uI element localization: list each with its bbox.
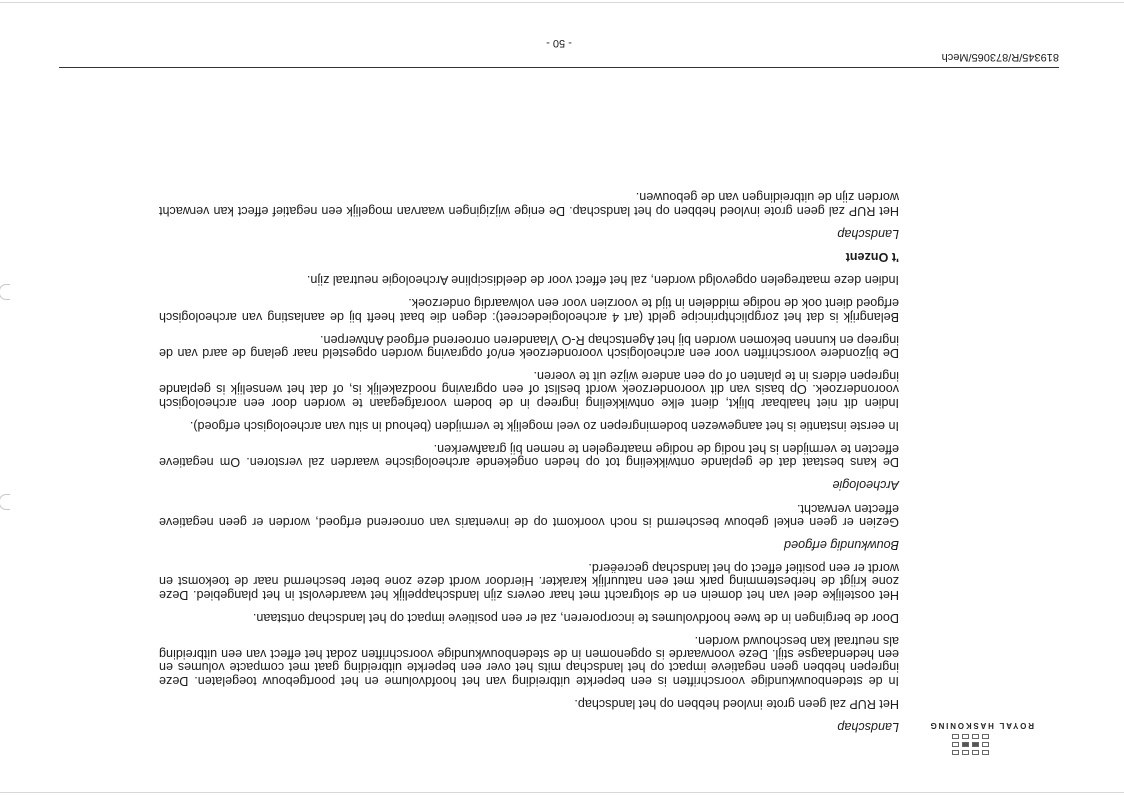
punch-hole-mark: [0, 494, 10, 510]
paragraph: De kans bestaat dat de geplande ontwikkeling tot op heden ongekende archeologische waarden zal verstoren. Om negatieve effecten te vermijden is het nodig de nodige maatregelen te nemen bij graafwerken.: [159, 441, 899, 470]
paragraph: Belangrijk is dat het zorgplichtprincipe geldt (art 4 archeologiedecreet): degen die baat heeft bij de aanlasting van archeologisch erfgoed dient ook de nodige middelen in tijd te voorzien voor een volwaardig onderzoek.: [159, 296, 899, 324]
paragraph: In de stedenbouwkundige voorschriften is een beperkte uitbreiding van het hoofdvolume en het poortgebouw toegelaten. Deze ingrepen hebben geen negatieve impact op het landschap mits het over een beperkte uitbreiding gaat met compacte volumes en een hedendaagse stijl. Deze voorwaarde is opgenomen in de stedenbouwkundige voorschriften zodat het effect van een uitbreiding als neutraal kan beschouwd worden.: [159, 633, 899, 688]
section-landschap-2: [159, 190, 899, 240]
paragraph: Indien deze maatregelen opgevolgd worden, zal het effect voor de deeldiscipline Archeologie neutraal zijn.: [306, 273, 899, 288]
paragraph: Het RUP zal geen grote invloed hebben op het landschap.: [574, 696, 899, 711]
page-footer: [59, 37, 1059, 68]
section-archeologie: [159, 273, 899, 491]
section-heading: Landschap: [837, 226, 899, 241]
punch-hole-mark: [0, 284, 10, 300]
paragraph: Door de bergingen in de twee hoofdvolumes te incorporeren, zal er een positieve impact op het landschap ontstaan.: [252, 610, 899, 625]
paragraph: De bijzondere voorschriften voor een archeologisch vooronderzoek en/of opgraving worden opgesteld naar gelang de aard van de ingreep en kunnen bekomen worden bij het Agentschap R-O Vlaanderen onroerend erfgoed Antwerpen.: [159, 332, 899, 360]
section-landschap-1: [159, 561, 899, 733]
scan-edge-line: [0, 2, 1124, 3]
paragraph: Gezien er geen enkel gebouw beschermd is noch voorkomt op de inventaris van onroerend erfgoed, worden er geen negatieve effecten verwacht.: [159, 501, 899, 529]
paragraph: Indien dit niet haalbaar blijkt, dient elke ontwikkeling ingreep in de bodem voorafgegaan te worden door een archeologisch vooronderzoek. Op basis van dit vooronderzoek wordt beslist of een opgraving noodzakelijk is, of dat het wenselijk is geplande ingrepen elders in te planten of op een andere wijze uit te voeren.: [159, 369, 899, 410]
paragraph: In eerste instantie is het aangewezen bodemingrepen zo veel mogelijk te vermijden (behoud in situ van archeologisch erfgoed).: [189, 418, 899, 433]
section-heading-bold: 't Onzent: [845, 249, 899, 264]
document-reference: 819345/R/873065/Mech: [941, 51, 1059, 63]
paragraph: Het oostelijke deel van het domein en de slotgracht met haar oevers zijn landschappelijk het waardevolst in het plangebied. Deze zone krijgt de herbestemming park met een natuurlijk karakter. Hierdoor wordt deze zone beter beschermd naar de toekomst en wordt er een positief effect op het landschap gecreëerd.: [159, 561, 899, 602]
section-t-onzent: [159, 250, 899, 263]
logo-text: ROYAL HASKONING: [928, 721, 1034, 730]
company-logo: [884, 721, 1034, 755]
logo-mark-icon: [884, 734, 989, 755]
section-heading: Bouwkundig erfgoed: [784, 537, 899, 552]
section-bouwkundig-erfgoed: [159, 501, 899, 551]
page-number: - 50 -: [546, 37, 572, 49]
scan-edge-line: [0, 792, 1124, 793]
section-heading: Archeologie: [832, 478, 899, 493]
document-body: [159, 180, 899, 733]
paragraph: Het RUP zal geen grote invloed hebben op het landschap. De enige wijzigingen waarvan mogelijk een negatief effect kan verwacht worden zijn de uitbreidingen van de gebouwen.: [159, 190, 899, 218]
section-heading: Landschap: [837, 720, 899, 734]
